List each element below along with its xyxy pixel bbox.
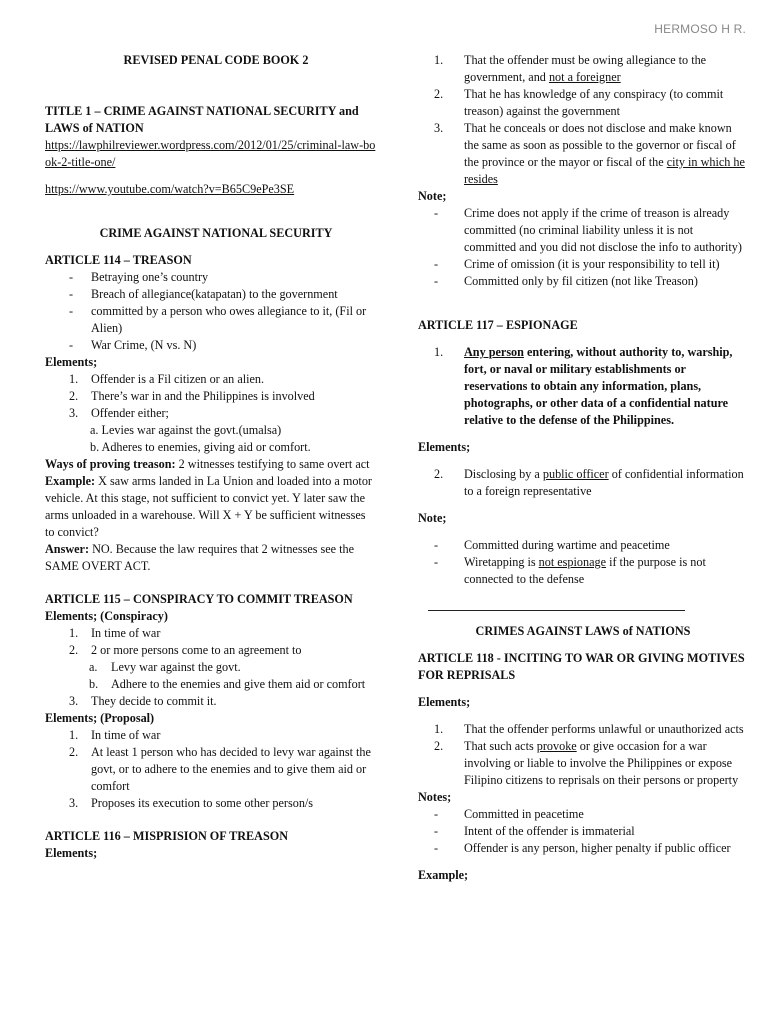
article-118-notes [418, 806, 748, 857]
list-item: 1. Any person entering, without authority to, warship, fort, or naval or military establishments or reservations to obtain any information, plans, photographs, or other data of a confidential nature relative to the defense of the Philippines. [434, 345, 733, 427]
article-116-notes [418, 205, 748, 290]
right-column [418, 52, 748, 884]
article-114-elements [45, 371, 377, 422]
list-item: - Crime does not apply if the crime of treason is already committed (no criminal liability unless it is not committed and you did not disclose the info to authority) [434, 206, 742, 254]
list-item: - committed by a person who owes allegiance to it, (Fil or Alien) [69, 304, 367, 335]
sub-item-a: a. Levies war against the govt.(umalsa) [90, 423, 282, 437]
list-item: 3. That he conceals or does not disclose and make known the same as soon as possible to the governor or fiscal of the province or the mayor or fiscal of the city in which he resides [434, 121, 745, 186]
reference-link-lawphil[interactable]: https://lawphilreviewer.wordpress.com/2012/01/25/criminal-law-book-2-title-one/ [45, 138, 376, 169]
proposal-elements [45, 727, 377, 812]
list-item: - Crime of omission (it is your responsibility to tell it) [434, 257, 720, 271]
article-117-elements [418, 466, 748, 500]
reference-link-youtube[interactable]: https://www.youtube.com/watch?v=B65C9ePe3SE [45, 182, 295, 196]
note-label: Note; [418, 511, 447, 525]
title-1-heading: TITLE 1 – CRIME AGAINST NATIONAL SECURITY and LAWS of NATION [45, 104, 359, 135]
elements-label: Elements; [418, 695, 471, 709]
elements-proposal-label: Elements; (Proposal) [45, 711, 155, 725]
list-item: - Betraying one’s country [69, 270, 209, 284]
article-115-heading: ARTICLE 115 – CONSPIRACY TO COMMIT TREASON [45, 592, 353, 606]
list-item: b. Adhere to the enemies and give them aid or comfort [89, 677, 366, 691]
list-item: - Intent of the offender is immaterial [434, 824, 635, 838]
article-118-heading: ARTICLE 118 - INCITING TO WAR OR GIVING MOTIVES FOR REPRISALS [418, 651, 745, 682]
article-116-elements [418, 52, 748, 188]
elements-conspiracy-label: Elements; (Conspiracy) [45, 609, 168, 623]
answer-paragraph: Answer: NO. Because the law requires that 2 witnesses see the SAME OVERT ACT. [45, 542, 355, 573]
article-118-elements [418, 721, 748, 789]
list-item: a. Levy war against the govt. [89, 660, 241, 674]
document-title: REVISED PENAL CODE BOOK 2 [123, 53, 309, 67]
list-item: 1. In time of war [69, 728, 161, 742]
notes-label: Notes; [418, 790, 452, 804]
section-heading-laws-of-nations: CRIMES AGAINST LAWS of NATIONS [475, 624, 691, 638]
conspiracy-elements [45, 625, 377, 710]
left-column [45, 52, 377, 862]
list-item: - Committed in peacetime [434, 807, 584, 821]
list-item: 2. There’s war in and the Philippines is involved [69, 389, 315, 403]
elements-label: Elements; [45, 846, 98, 860]
list-item: - Breach of allegiance(katapatan) to the government [69, 287, 338, 301]
page-header-author: HERMOSO H R. [654, 22, 746, 36]
example-label: Example; [418, 868, 469, 882]
list-item: - Offender is any person, higher penalty if public officer [434, 841, 731, 855]
sub-item-b: b. Adheres to enemies, giving aid or comfort. [90, 440, 311, 454]
list-item: - War Crime, (N vs. N) [69, 338, 197, 352]
list-item: 3. Offender either; [69, 406, 169, 420]
list-item: 2. At least 1 person who has decided to levy war against the govt, or to adhere to the enemies and to give them aid or comfort [69, 745, 371, 793]
list-item: 1. Offender is a Fil citizen or an alien. [69, 372, 265, 386]
note-label: Note; [418, 189, 447, 203]
list-item: 1. That the offender must be owing allegiance to the government, and not a foreigner [434, 53, 707, 84]
list-item: 2. That he has knowledge of any conspiracy (to commit treason) against the government [434, 87, 724, 118]
elements-label: Elements; [45, 355, 98, 369]
elements-label: Elements; [418, 440, 471, 454]
article-116-heading: ARTICLE 116 – MISPRISION OF TREASON [45, 829, 289, 843]
list-item: 1. In time of war [69, 626, 161, 640]
article-114-bullets [45, 269, 377, 354]
article-117-notes [418, 537, 748, 588]
article-114-heading: ARTICLE 114 – TREASON [45, 253, 192, 267]
list-item: 2. That such acts provoke or give occasion for a war involving or liable to involve the Philippines or expose Filipino citizens to reprisals on their persons or property [434, 739, 739, 787]
article-117-heading: ARTICLE 117 – ESPIONAGE [418, 318, 578, 332]
list-item: 3. Proposes its execution to some other person/s [69, 796, 314, 810]
example-paragraph: Example: X saw arms landed in La Union and loaded into a motor vehicle. At this stage, not sufficient to convict yet. Y later saw the arms unloaded in a warehouse. Will X + Y be sufficient witnesses to convict? [45, 474, 372, 539]
article-117-items [418, 344, 748, 429]
list-item: 1. That the offender performs unlawful or unauthorized acts [434, 722, 744, 736]
list-item: - Wiretapping is not espionage if the purpose is not connected to the defense [434, 555, 706, 586]
list-item: 2. 2 or more persons come to an agreement to [69, 643, 302, 657]
list-item: - Committed during wartime and peacetime [434, 538, 670, 552]
list-item: - Committed only by fil citizen (not like Treason) [434, 274, 698, 288]
list-item: 3. They decide to commit it. [69, 694, 217, 708]
ways-of-proving: Ways of proving treason: 2 witnesses testifying to same overt act [45, 457, 370, 471]
list-item: 2. Disclosing by a public officer of confidential information to a foreign representative [434, 467, 744, 498]
section-heading-national-security: CRIME AGAINST NATIONAL SECURITY [99, 226, 333, 240]
